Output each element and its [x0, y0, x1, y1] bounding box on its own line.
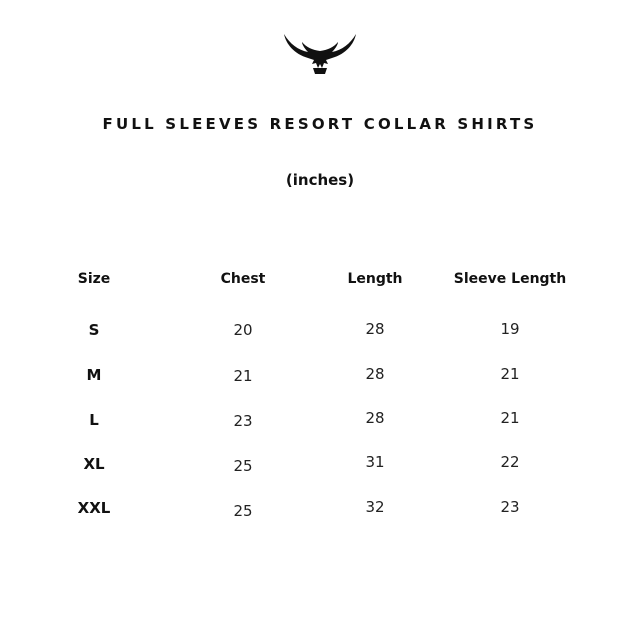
page-title: FULL SLEEVES RESORT COLLAR SHIRTS: [102, 115, 538, 133]
column-header-sleeve-length: Sleeve Length: [453, 271, 567, 287]
size-cell: M: [86, 366, 102, 384]
chest-cell: 25: [233, 502, 253, 520]
chest-cell: 20: [233, 321, 253, 339]
unit-label: (inches): [285, 171, 355, 189]
size-cell: XL: [83, 455, 105, 473]
column-header-size: Size: [77, 271, 111, 287]
length-cell: 28: [365, 320, 385, 338]
length-cell: 31: [365, 453, 385, 471]
sleeve-length-cell: 23: [500, 498, 520, 516]
sleeve-length-cell: 22: [500, 453, 520, 471]
chest-cell: 25: [233, 457, 253, 475]
sleeve-length-cell: 21: [500, 409, 520, 427]
eagle-logo-icon: [282, 30, 358, 76]
length-cell: 28: [365, 409, 385, 427]
chest-cell: 21: [233, 367, 253, 385]
size-cell: L: [89, 411, 99, 429]
size-cell: S: [88, 321, 100, 339]
column-header-length: Length: [347, 271, 403, 287]
sleeve-length-cell: 21: [500, 365, 520, 383]
sleeve-length-cell: 19: [500, 320, 520, 338]
length-cell: 32: [365, 498, 385, 516]
length-cell: 28: [365, 365, 385, 383]
column-header-chest: Chest: [220, 271, 266, 287]
chest-cell: 23: [233, 412, 253, 430]
size-cell: XXL: [77, 499, 111, 517]
